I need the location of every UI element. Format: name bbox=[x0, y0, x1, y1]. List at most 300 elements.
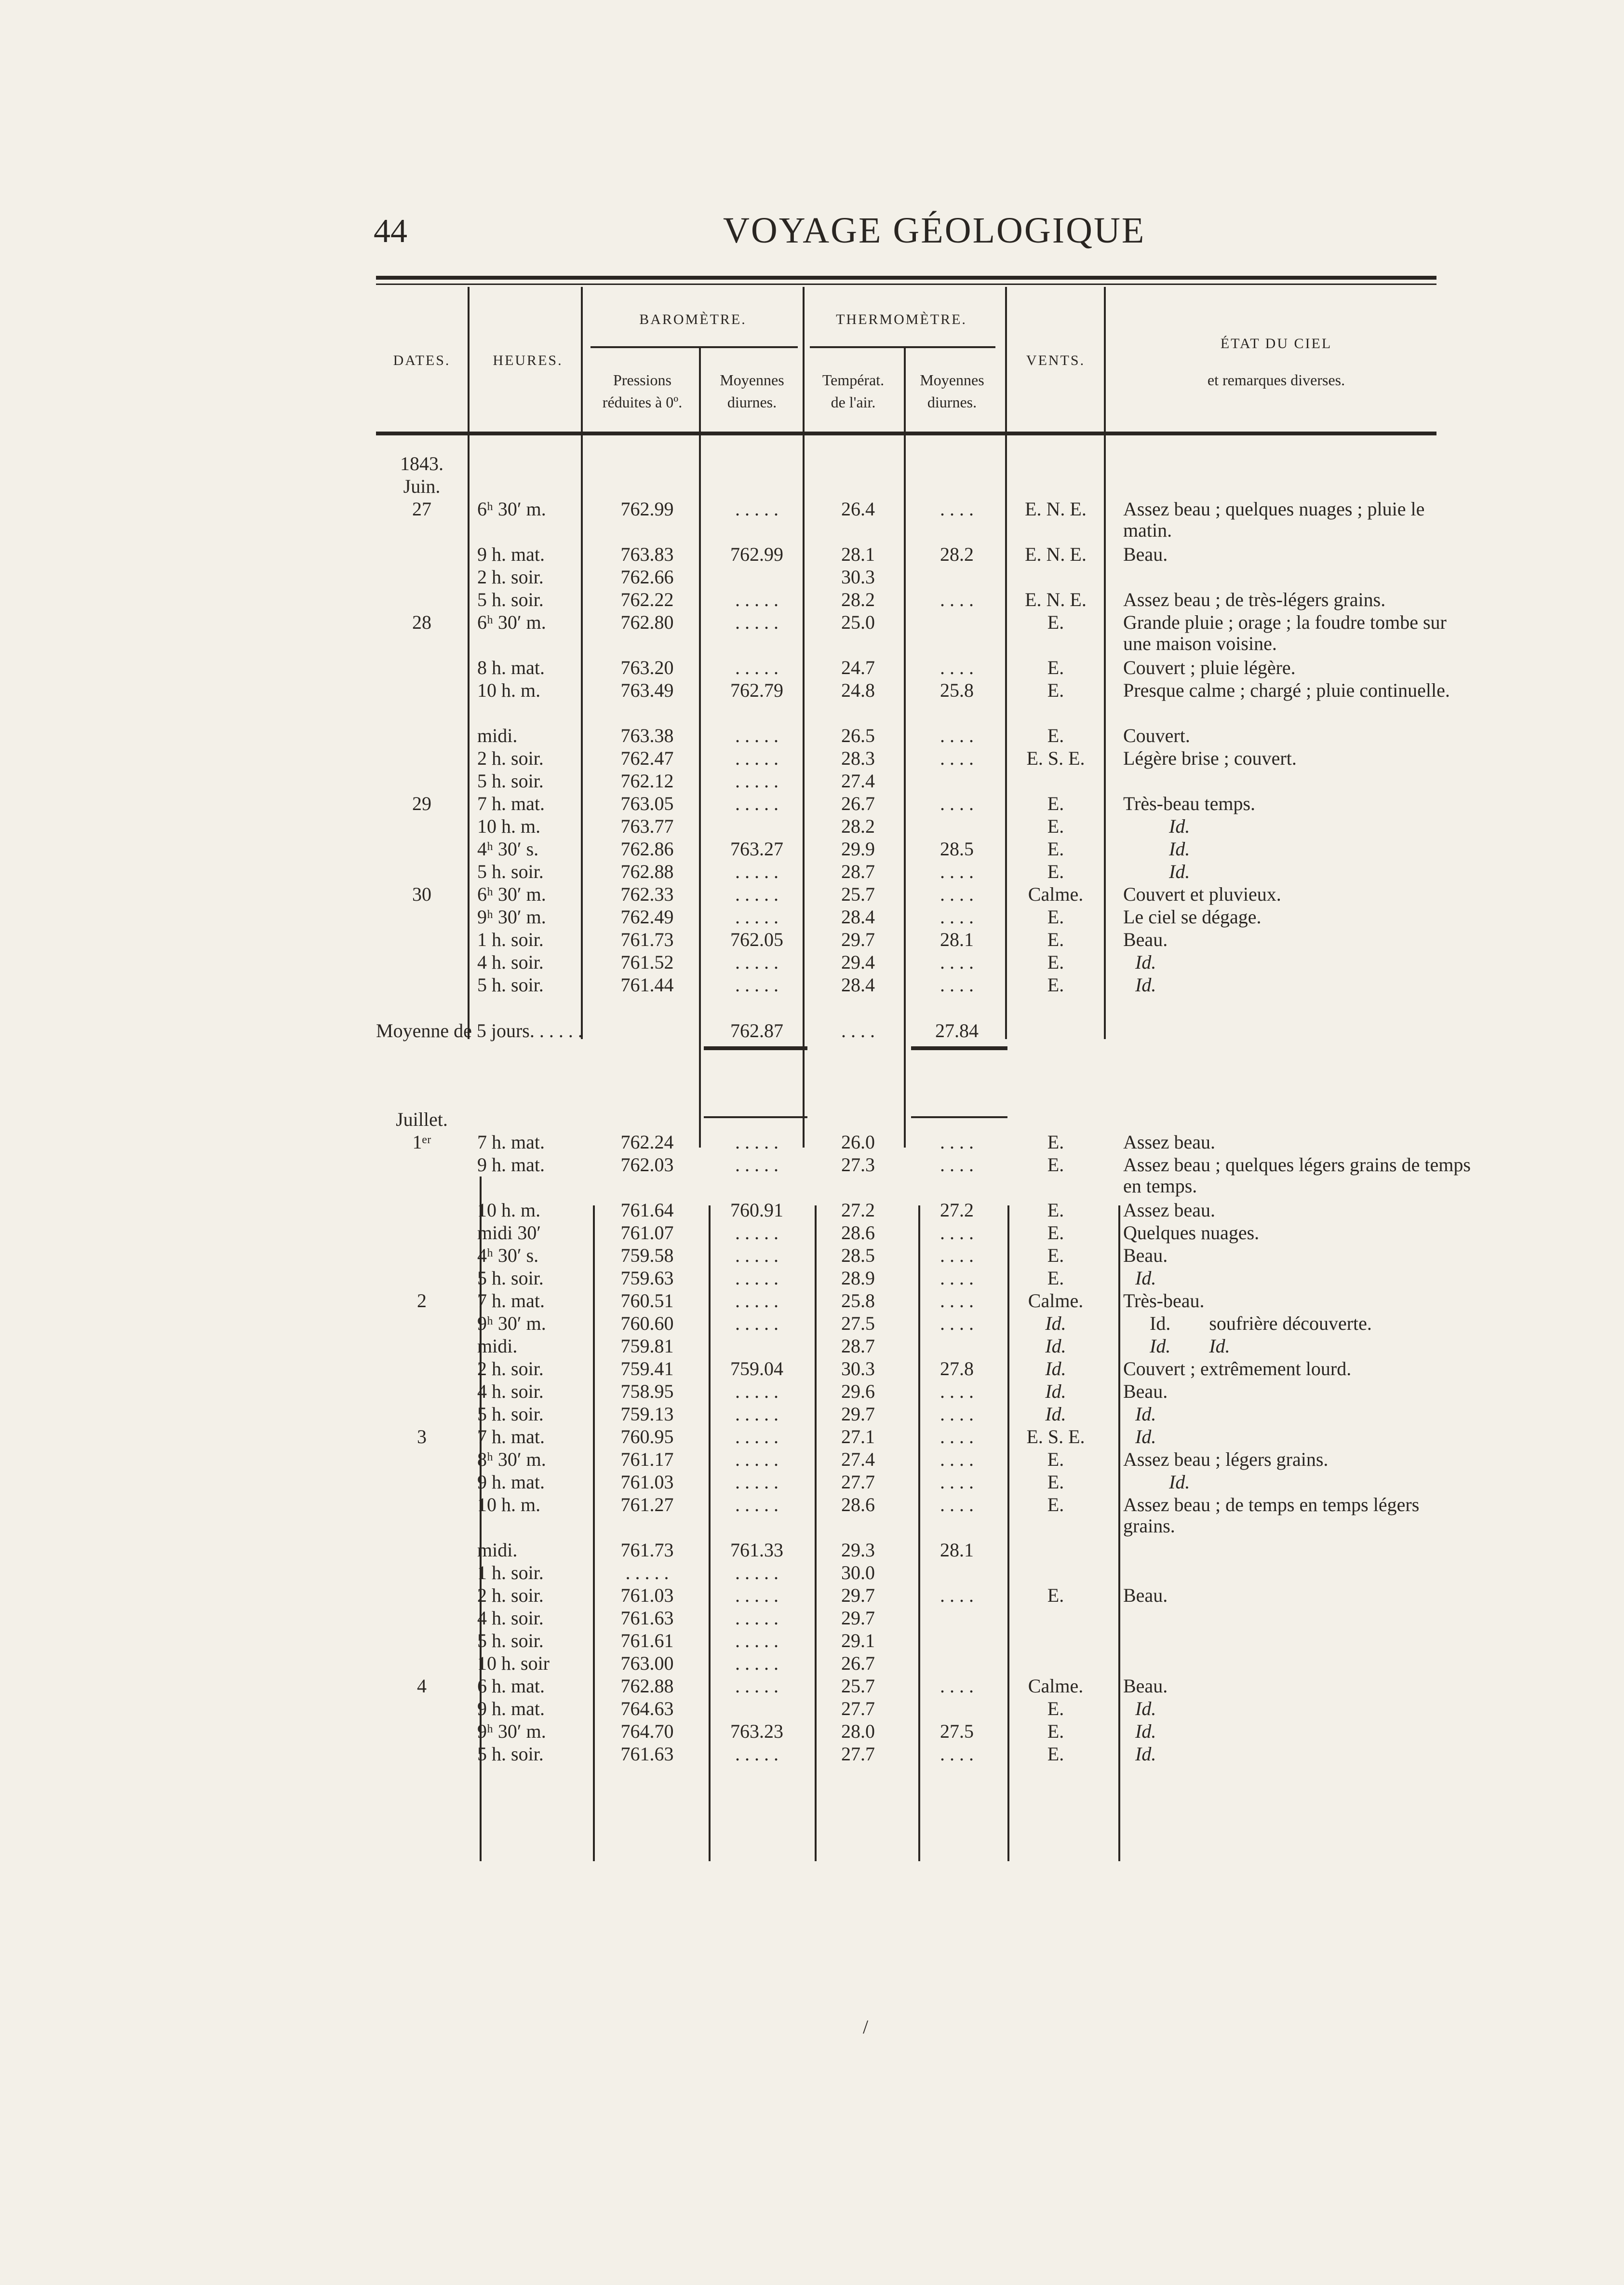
cell-temp: 29.9 bbox=[841, 838, 875, 860]
cell-baro-mean: . . . . . bbox=[735, 861, 778, 882]
cell-wind: E. bbox=[1047, 974, 1064, 996]
cell-temp: 26.5 bbox=[841, 725, 875, 746]
cell-temp-mean: . . . . bbox=[940, 793, 974, 814]
cell-date: 2 bbox=[417, 1290, 427, 1312]
cell-wind: E. bbox=[1047, 1721, 1064, 1742]
top-rule bbox=[376, 276, 1436, 280]
table-row bbox=[376, 884, 1473, 906]
cell-pressure: 763.77 bbox=[620, 816, 674, 837]
mean-temp: . . . . bbox=[841, 1020, 875, 1041]
cell-temp-mean: . . . . bbox=[940, 1290, 974, 1312]
table-row bbox=[376, 1404, 1473, 1426]
header-etat: ÉTAT DU CIEL bbox=[1220, 336, 1332, 352]
cell-temp: 24.7 bbox=[841, 657, 875, 678]
barometre-brace bbox=[591, 346, 798, 348]
cell-remark: Id. bbox=[1135, 1268, 1156, 1289]
cell-pressure: 761.63 bbox=[620, 1744, 674, 1765]
header-etat-2: et remarques diverses. bbox=[1207, 371, 1345, 389]
cell-baro-mean: . . . . . bbox=[735, 1449, 778, 1470]
cell-date bbox=[376, 1653, 468, 1676]
cell-baro-mean: 761.33 bbox=[730, 1540, 783, 1561]
cell-hour: 7 h. mat. bbox=[477, 793, 545, 814]
cell-temp: 28.4 bbox=[841, 974, 875, 996]
cell-hour: 5 h. soir. bbox=[477, 1744, 544, 1765]
cell-baro-mean: 762.79 bbox=[730, 680, 783, 701]
cell-remark bbox=[1106, 1630, 1473, 1653]
cell-wind: E. S. E. bbox=[1026, 1426, 1085, 1447]
cell-wind: E. N. E. bbox=[1025, 499, 1087, 520]
cell-baro-mean: . . . . . bbox=[735, 748, 778, 769]
cell-wind: E. bbox=[1047, 929, 1064, 950]
table-row bbox=[376, 453, 1473, 476]
cell-remark: Très-beau temps. bbox=[1123, 793, 1256, 814]
cell-date bbox=[376, 952, 468, 974]
cell-wind: E. S. E. bbox=[1026, 748, 1085, 769]
cell-pressure: 762.66 bbox=[620, 567, 674, 588]
cell-remark: Grande pluie ; orage ; la foudre tombe sur une maison voisine. bbox=[1123, 612, 1447, 654]
cell-wind: E. bbox=[1047, 952, 1064, 973]
table-row bbox=[376, 1358, 1473, 1381]
cell-wind bbox=[1005, 567, 1106, 589]
cell-temp: 27.3 bbox=[841, 1154, 875, 1176]
cell-date bbox=[376, 1494, 468, 1540]
cell-hour: 8 h. mat. bbox=[477, 657, 545, 678]
table-row bbox=[376, 1744, 1473, 1766]
cell-baro-mean: . . . . . bbox=[735, 1381, 778, 1402]
cell-remark: Presque calme ; chargé ; pluie continuelle. bbox=[1123, 680, 1450, 701]
table-row bbox=[376, 1449, 1473, 1472]
cell-remark: Assez beau ; de temps en temps légers grains. bbox=[1123, 1494, 1420, 1537]
header-pressions: Pressions bbox=[613, 371, 671, 389]
cell-date: 1ᵉʳ bbox=[412, 1132, 431, 1153]
cell-temp-mean: 28.1 bbox=[940, 1540, 974, 1561]
cell-remark: Assez beau. bbox=[1123, 1132, 1216, 1153]
cell-pressure: 762.03 bbox=[620, 1154, 674, 1176]
table-row bbox=[376, 974, 1473, 997]
cell-hour: 5 h. soir. bbox=[477, 1630, 544, 1651]
cell-temp-mean: . . . . bbox=[940, 952, 974, 973]
cell-wind: E. bbox=[1047, 1472, 1064, 1493]
cell-temp-mean: 28.1 bbox=[940, 929, 974, 950]
cell-temp-mean bbox=[909, 816, 1005, 838]
table-row bbox=[376, 1109, 1473, 1132]
cell-temp-mean bbox=[909, 1653, 1005, 1676]
cell-pressure: 762.88 bbox=[620, 861, 674, 882]
cell-temp: 27.1 bbox=[841, 1426, 875, 1447]
cell-pressure: 762.47 bbox=[620, 748, 674, 769]
cell-hour: 5 h. soir. bbox=[477, 589, 544, 610]
cell-hour: 7 h. mat. bbox=[477, 1426, 545, 1447]
cell-remark bbox=[1106, 1608, 1473, 1630]
table-row bbox=[376, 589, 1473, 612]
cell-temp-mean bbox=[909, 1336, 1005, 1358]
cell-hour: 9ʰ 30′ m. bbox=[477, 1721, 546, 1742]
header-pressions-2: réduites à 0º. bbox=[602, 393, 683, 411]
cell-pressure: 762.22 bbox=[620, 589, 674, 610]
cell-temp: 28.4 bbox=[841, 906, 875, 928]
cell-remark: Assez beau. bbox=[1123, 1200, 1216, 1221]
mean-temp-mean: 27.84 bbox=[935, 1020, 979, 1041]
cell-temp: 25.0 bbox=[841, 612, 875, 633]
cell-hour: 7 h. mat. bbox=[477, 1132, 545, 1153]
cell-date bbox=[376, 1336, 468, 1358]
cell-date bbox=[376, 680, 468, 725]
cell-date: 27 bbox=[412, 499, 431, 520]
cell-date bbox=[376, 1222, 468, 1245]
cell-hour: 8ʰ 30′ m. bbox=[477, 1449, 546, 1470]
cell-date bbox=[376, 748, 468, 771]
cell-temp-mean: 27.2 bbox=[940, 1200, 974, 1221]
table-row bbox=[376, 1313, 1473, 1336]
cell-wind: E. bbox=[1047, 1494, 1064, 1515]
cell-remark: Id. bbox=[1169, 816, 1190, 837]
cell-baro-mean: . . . . . bbox=[735, 1608, 778, 1629]
cell-temp: 30.3 bbox=[841, 1358, 875, 1379]
cell-pressure: . . . . . bbox=[625, 1562, 669, 1583]
cell-pressure: 761.73 bbox=[620, 929, 674, 950]
cell-wind bbox=[1005, 771, 1106, 793]
table-row bbox=[376, 771, 1473, 793]
cell-remark: Couvert ; pluie légère. bbox=[1123, 657, 1296, 678]
cell-temp-mean bbox=[909, 567, 1005, 589]
table-row bbox=[376, 1268, 1473, 1290]
cell-temp: 26.4 bbox=[841, 499, 875, 520]
cell-date bbox=[376, 1200, 468, 1222]
cell-hour: 2 h. soir. bbox=[477, 567, 544, 588]
cell-date bbox=[376, 1472, 468, 1494]
cell-date: Juin. bbox=[403, 476, 441, 497]
cell-pressure: 763.83 bbox=[620, 544, 674, 565]
cell-pressure: 762.33 bbox=[620, 884, 674, 905]
cell-pressure: 762.99 bbox=[620, 499, 674, 520]
cell-pressure: 759.63 bbox=[620, 1268, 674, 1289]
cell-temp: 25.8 bbox=[841, 1290, 875, 1312]
cell-temp-mean: . . . . bbox=[940, 1132, 974, 1153]
cell-hour: 7 h. mat. bbox=[477, 1290, 545, 1312]
cell-baro-mean: . . . . . bbox=[735, 1562, 778, 1583]
cell-temp-mean bbox=[909, 1608, 1005, 1630]
cell-temp: 29.7 bbox=[841, 1404, 875, 1425]
header-temp: Températ. bbox=[822, 371, 885, 389]
cell-temp-mean: . . . . bbox=[940, 1676, 974, 1697]
cell-date bbox=[376, 1449, 468, 1472]
cell-pressure: 760.51 bbox=[620, 1290, 674, 1312]
cell-remark: Id. bbox=[1169, 838, 1190, 860]
cell-remark: Beau. bbox=[1123, 1245, 1168, 1266]
cell-temp: 28.2 bbox=[841, 816, 875, 837]
cell-remark: Id. soufrière découverte. bbox=[1150, 1313, 1372, 1334]
cell-pressure: 762.24 bbox=[620, 1132, 674, 1153]
cell-date: 3 bbox=[417, 1426, 427, 1447]
cell-wind: Calme. bbox=[1028, 884, 1084, 905]
cell-hour: 10 h. m. bbox=[477, 816, 541, 837]
table-row bbox=[376, 1653, 1473, 1676]
cell-hour: 9 h. mat. bbox=[477, 1698, 545, 1719]
cell-date bbox=[376, 838, 468, 861]
cell-hour: 5 h. soir. bbox=[477, 861, 544, 882]
cell-pressure: 761.52 bbox=[620, 952, 674, 973]
cell-remark: Couvert. bbox=[1123, 725, 1190, 746]
cell-baro-mean: . . . . . bbox=[735, 1653, 778, 1674]
cell-wind: E. bbox=[1047, 1222, 1064, 1244]
table-row bbox=[376, 499, 1473, 544]
table-row bbox=[376, 1290, 1473, 1313]
cell-hour: 10 h. m. bbox=[477, 680, 541, 701]
cell-temp-mean bbox=[909, 771, 1005, 793]
header-barometre: BAROMÈTRE. bbox=[639, 311, 747, 327]
cell-temp-mean: 28.5 bbox=[940, 838, 974, 860]
cell-temp-mean: 27.5 bbox=[940, 1721, 974, 1742]
cell-wind: Calme. bbox=[1028, 1290, 1084, 1312]
header-moy-b: Moyennes bbox=[720, 371, 784, 389]
cell-hour: 1 h. soir. bbox=[477, 929, 544, 950]
table-row bbox=[376, 1721, 1473, 1744]
cell-date bbox=[376, 771, 468, 793]
cell-temp-mean: . . . . bbox=[940, 1245, 974, 1266]
cell-date bbox=[376, 725, 468, 748]
cell-wind bbox=[1005, 1562, 1106, 1585]
cell-wind: Id. bbox=[1045, 1404, 1066, 1425]
cell-remark: Id. bbox=[1135, 1698, 1156, 1719]
cell-date bbox=[376, 1540, 468, 1562]
cell-hour: 4 h. soir. bbox=[477, 1608, 544, 1629]
cell-date: Juillet. bbox=[396, 1109, 448, 1130]
cell-baro-mean: 759.04 bbox=[730, 1358, 783, 1379]
cell-temp-mean bbox=[909, 612, 1005, 657]
cell-remark: Id. bbox=[1135, 1744, 1156, 1765]
cell-date bbox=[376, 1358, 468, 1381]
cell-temp-mean: . . . . bbox=[940, 499, 974, 520]
cell-hour: 9 h. mat. bbox=[477, 1154, 545, 1176]
table-row bbox=[376, 1132, 1473, 1154]
cell-wind: E. bbox=[1047, 1200, 1064, 1221]
cell-temp-mean: . . . . bbox=[940, 884, 974, 905]
table-row bbox=[376, 680, 1473, 725]
page-number: 44 bbox=[374, 213, 407, 250]
cell-date: 30 bbox=[412, 884, 431, 905]
cell-date bbox=[376, 816, 468, 838]
cell-remark: Couvert et pluvieux. bbox=[1123, 884, 1281, 905]
cell-temp-mean: . . . . bbox=[940, 1744, 974, 1765]
cell-remark: Id. bbox=[1135, 1426, 1156, 1447]
cell-hour: midi 30′ bbox=[477, 1222, 541, 1244]
table-row bbox=[376, 1200, 1473, 1222]
cell-date bbox=[376, 974, 468, 997]
cell-baro-mean: 762.05 bbox=[730, 929, 783, 950]
cell-pressure: 758.95 bbox=[620, 1381, 674, 1402]
cell-hour: 5 h. soir. bbox=[477, 771, 544, 792]
table-row bbox=[376, 1585, 1473, 1608]
cell-baro-mean: . . . . . bbox=[735, 1494, 778, 1515]
cell-date bbox=[376, 1698, 468, 1721]
table-row bbox=[376, 1608, 1473, 1630]
cell-date bbox=[376, 1608, 468, 1630]
table-row bbox=[376, 816, 1473, 838]
cell-baro-mean: . . . . . bbox=[735, 1290, 778, 1312]
table-row bbox=[376, 861, 1473, 884]
cell-wind: E. bbox=[1047, 1698, 1064, 1719]
table-row bbox=[376, 1540, 1473, 1562]
cell-remark: Beau. bbox=[1123, 1381, 1168, 1402]
cell-pressure: 763.20 bbox=[620, 657, 674, 678]
cell-temp-mean: . . . . bbox=[940, 1268, 974, 1289]
cell-hour: 5 h. soir. bbox=[477, 974, 544, 996]
cell-temp-mean: . . . . bbox=[940, 1313, 974, 1334]
cell-remark: Beau. bbox=[1123, 1585, 1168, 1606]
cell-temp: 27.4 bbox=[841, 1449, 875, 1470]
cell-temp: 26.0 bbox=[841, 1132, 875, 1153]
cell-baro-mean: . . . . . bbox=[735, 499, 778, 520]
cell-temp-mean: . . . . bbox=[940, 861, 974, 882]
cell-temp-mean: . . . . bbox=[940, 1472, 974, 1493]
cell-temp-mean: . . . . bbox=[940, 1404, 974, 1425]
cell-remark bbox=[1106, 771, 1473, 793]
cell-baro-mean: . . . . . bbox=[735, 1630, 778, 1651]
cell-pressure: 759.81 bbox=[620, 1336, 674, 1357]
cell-temp: 28.9 bbox=[841, 1268, 875, 1289]
cell-wind: E. bbox=[1047, 793, 1064, 814]
cell-wind: Id. bbox=[1045, 1381, 1066, 1402]
cell-pressure: 762.49 bbox=[620, 906, 674, 928]
cell-baro-mean: . . . . . bbox=[735, 1222, 778, 1244]
mean-baro: 762.87 bbox=[730, 1020, 783, 1041]
cell-remark: Très-beau. bbox=[1123, 1290, 1205, 1312]
cell-hour: 6ʰ 30′ m. bbox=[477, 884, 546, 905]
cell-hour: 9ʰ 30′ m. bbox=[477, 906, 546, 928]
cell-baro-mean: . . . . . bbox=[735, 1676, 778, 1697]
cell-temp: 28.6 bbox=[841, 1222, 875, 1244]
cell-date bbox=[376, 589, 468, 612]
table-row bbox=[376, 1630, 1473, 1653]
table-row bbox=[376, 952, 1473, 974]
cell-baro-mean: . . . . . bbox=[735, 612, 778, 633]
cell-pressure: 759.41 bbox=[620, 1358, 674, 1379]
header-dates: DATES. bbox=[393, 352, 451, 368]
cell-hour: 10 h. m. bbox=[477, 1494, 541, 1515]
cell-hour: 4 h. soir. bbox=[477, 952, 544, 973]
cell-pressure: 763.38 bbox=[620, 725, 674, 746]
cell-baro-mean: 760.91 bbox=[730, 1200, 783, 1221]
cell-temp: 27.4 bbox=[841, 771, 875, 792]
table-row bbox=[376, 567, 1473, 589]
cell-baro-mean: . . . . . bbox=[735, 952, 778, 973]
cell-wind: Calme. bbox=[1028, 1676, 1084, 1697]
cell-pressure: 761.73 bbox=[620, 1540, 674, 1561]
cell-temp: 29.1 bbox=[841, 1630, 875, 1651]
cell-temp-mean: . . . . bbox=[940, 1585, 974, 1606]
cell-date bbox=[376, 1744, 468, 1766]
thermometre-brace bbox=[810, 346, 995, 348]
cell-wind: E. bbox=[1047, 906, 1064, 928]
cell-pressure: 761.27 bbox=[620, 1494, 674, 1515]
table-row bbox=[376, 725, 1473, 748]
cell-temp-mean: . . . . bbox=[940, 906, 974, 928]
cell-temp-mean: . . . . bbox=[940, 657, 974, 678]
cell-wind bbox=[1005, 1540, 1106, 1562]
cell-pressure: 761.63 bbox=[620, 1608, 674, 1629]
cell-remark bbox=[1106, 1540, 1473, 1562]
cell-temp: 28.0 bbox=[841, 1721, 875, 1742]
cell-remark: Id. bbox=[1169, 861, 1190, 882]
cell-temp: 28.2 bbox=[841, 589, 875, 610]
cell-hour: 9ʰ 30′ m. bbox=[477, 1313, 546, 1334]
cell-pressure: 761.03 bbox=[620, 1585, 674, 1606]
cell-remark: Légère brise ; couvert. bbox=[1123, 748, 1297, 769]
cell-date bbox=[376, 1562, 468, 1585]
cell-wind: E. bbox=[1047, 612, 1064, 633]
cell-wind: E. bbox=[1047, 1268, 1064, 1289]
cell-hour: 4ʰ 30′ s. bbox=[477, 1245, 539, 1266]
june-table bbox=[376, 453, 1473, 1766]
cell-hour: 2 h. soir. bbox=[477, 748, 544, 769]
header-temp-2: de l'air. bbox=[831, 393, 876, 411]
cell-pressure: 759.58 bbox=[620, 1245, 674, 1266]
cell-hour: 5 h. soir. bbox=[477, 1268, 544, 1289]
cell-remark: Assez beau ; quelques nuages ; pluie le matin. bbox=[1123, 499, 1425, 541]
cell-baro-mean: . . . . . bbox=[735, 974, 778, 996]
cell-temp-mean: . . . . bbox=[940, 1426, 974, 1447]
cell-baro-mean: . . . . . bbox=[735, 884, 778, 905]
cell-baro-mean bbox=[706, 1336, 807, 1358]
cell-remark: Beau. bbox=[1123, 929, 1168, 950]
cell-temp: 29.6 bbox=[841, 1381, 875, 1402]
cell-temp: 27.2 bbox=[841, 1200, 875, 1221]
cell-baro-mean: . . . . . bbox=[735, 1132, 778, 1153]
cell-baro-mean: . . . . . bbox=[735, 1472, 778, 1493]
table-row bbox=[376, 1472, 1473, 1494]
cell-temp-mean bbox=[909, 1630, 1005, 1653]
cell-baro-mean: 763.27 bbox=[730, 838, 783, 860]
table-row bbox=[376, 1698, 1473, 1721]
cell-wind: E. bbox=[1047, 861, 1064, 882]
cell-hour: 6 h. mat. bbox=[477, 1676, 545, 1697]
cell-remark: Assez beau ; légers grains. bbox=[1123, 1449, 1329, 1470]
cell-baro-mean: . . . . . bbox=[735, 1245, 778, 1266]
cell-remark: Id. Id. bbox=[1150, 1336, 1230, 1357]
table-row bbox=[376, 838, 1473, 861]
top-rule-thin bbox=[376, 284, 1436, 285]
cell-hour: 2 h. soir. bbox=[477, 1585, 544, 1606]
cell-remark: Id. bbox=[1135, 1404, 1156, 1425]
cell-pressure: 763.00 bbox=[620, 1653, 674, 1674]
cell-date bbox=[376, 1381, 468, 1404]
cell-wind: E. N. E. bbox=[1025, 544, 1087, 565]
cell-wind: E. bbox=[1047, 1585, 1064, 1606]
cell-wind: E. bbox=[1047, 1744, 1064, 1765]
cell-temp: 29.7 bbox=[841, 1608, 875, 1629]
cell-baro-mean: . . . . . bbox=[735, 1585, 778, 1606]
cell-temp-mean: . . . . bbox=[940, 725, 974, 746]
header-moy-b-2: diurnes. bbox=[727, 393, 777, 411]
cell-temp: 30.3 bbox=[841, 567, 875, 588]
cell-temp-mean bbox=[909, 1562, 1005, 1585]
cell-date bbox=[376, 1585, 468, 1608]
cell-date bbox=[376, 544, 468, 567]
header-heures: HEURES. bbox=[493, 352, 563, 368]
table-row bbox=[376, 1676, 1473, 1698]
cell-date bbox=[376, 1268, 468, 1290]
cell-date bbox=[376, 657, 468, 680]
cell-remark bbox=[1106, 1653, 1473, 1676]
cell-baro-mean bbox=[706, 567, 807, 589]
header-vents: VENTS. bbox=[1026, 352, 1086, 368]
cell-wind: E. bbox=[1047, 725, 1064, 746]
cell-hour: 9 h. mat. bbox=[477, 544, 545, 565]
cell-hour: midi. bbox=[477, 1336, 518, 1357]
cell-pressure: 764.70 bbox=[620, 1721, 674, 1742]
cell-hour: 4 h. soir. bbox=[477, 1381, 544, 1402]
cell-wind bbox=[1005, 1653, 1106, 1676]
